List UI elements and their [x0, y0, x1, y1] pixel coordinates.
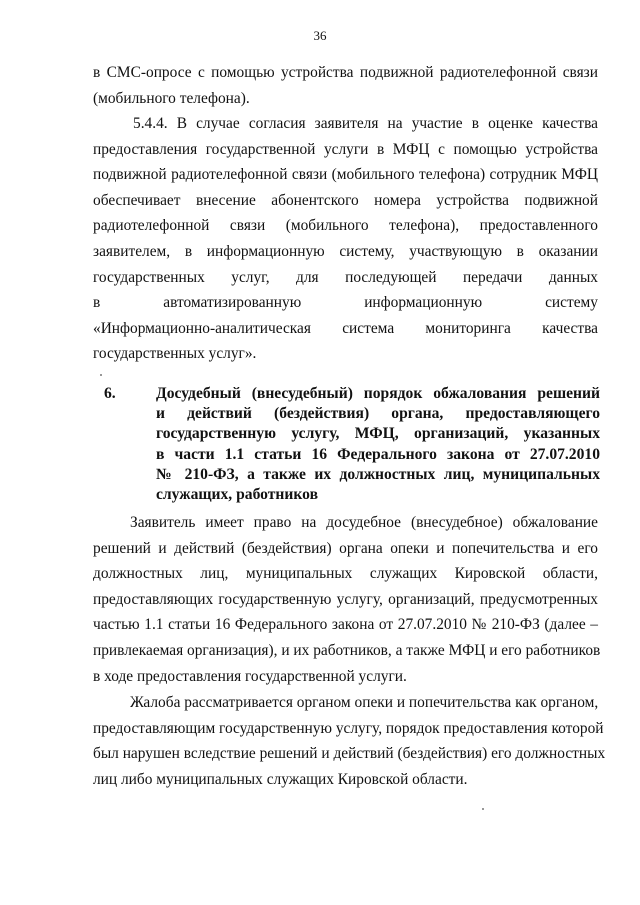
paragraph-line: в ходе предоставления государственной услуги. — [93, 667, 407, 685]
paragraph-line: (мобильного телефона). — [93, 89, 250, 107]
heading-line: в части 1.1 статьи 16 Федерального закона от 27.07.2010 — [156, 445, 600, 463]
paragraph-line: частью 1.1 статьи 16 Федерального закона от 27.07.2010 № 210-ФЗ (далее – — [93, 616, 598, 634]
paragraph-line: привлекаемая организация), и их работников, а также МФЦ и его работников — [93, 641, 601, 659]
section-number: 6. — [104, 385, 116, 402]
heading-line: и действий (бездействия) органа, предоставляющего — [156, 405, 600, 423]
section-heading — [104, 384, 600, 505]
heading-line: служащих, работников — [156, 486, 318, 504]
paragraph-5-4-4 — [93, 111, 598, 367]
paragraph-line: решений и действий (бездействия) органа опеки и попечительства и его — [93, 539, 598, 557]
complaint-paragraph — [93, 690, 606, 792]
paragraph-line: государственных услуг, для последующей передачи данных — [93, 268, 598, 286]
heading-line: государственную услугу, МФЦ, организаций, указанных — [156, 425, 600, 443]
paragraph-line: в автоматизированную информационную систему — [93, 294, 598, 312]
appeal-right-paragraph — [93, 510, 601, 689]
paragraph-line: предоставления государственной услуги в МФЦ с помощью устройства — [93, 140, 598, 158]
paragraph-line: Заявитель имеет право на досудебное (внесудебное) обжалование — [130, 514, 598, 531]
paragraph-line: предоставляющим государственную услугу, порядок предоставления которой — [93, 719, 604, 737]
heading-line: Досудебный (внесудебный) порядок обжалования решений — [156, 385, 600, 402]
paragraph-line: радиотелефонной связи (мобильного телефона), предоставленного — [93, 217, 598, 235]
paragraph-line: государственных услуг». — [93, 345, 257, 363]
paragraph-line: обеспечивает внесение абонентского номера устройства подвижной — [93, 191, 598, 209]
paragraph-line: был нарушен вследствие решений и действий (бездействия) его должностных — [93, 745, 606, 763]
paragraph-line: подвижной радиотелефонной связи (мобильного телефона) сотрудник МФЦ — [93, 166, 598, 184]
paragraph-line: 5.4.4. В случае согласия заявителя на участие в оценке качества — [133, 115, 598, 132]
paragraph-line: предоставляющих государственную услугу, организаций, предусмотренных — [93, 590, 598, 608]
paragraph-line: «Информационно-аналитическая система мониторинга качества — [93, 319, 598, 337]
paragraph-line: Жалоба рассматривается органом опеки и попечительства как органом, — [130, 694, 599, 711]
heading-line: № 210-ФЗ, а также их должностных лиц, муниципальных — [156, 465, 600, 483]
paragraph-line: должностных лиц, муниципальных служащих Кировской области, — [93, 565, 598, 583]
paragraph-line: в СМС-опросе с помощью устройства подвижной радиотелефонной связи — [93, 64, 598, 81]
scan-speck — [100, 374, 102, 376]
page-number: 36 — [313, 28, 327, 43]
paragraph-line: лиц либо муниципальных служащих Кировской области. — [93, 770, 468, 788]
paragraph-line: заявителем, в информационную систему, участвующую в оказании — [93, 242, 598, 260]
scan-speck — [482, 808, 484, 810]
intro-paragraph — [93, 60, 598, 111]
